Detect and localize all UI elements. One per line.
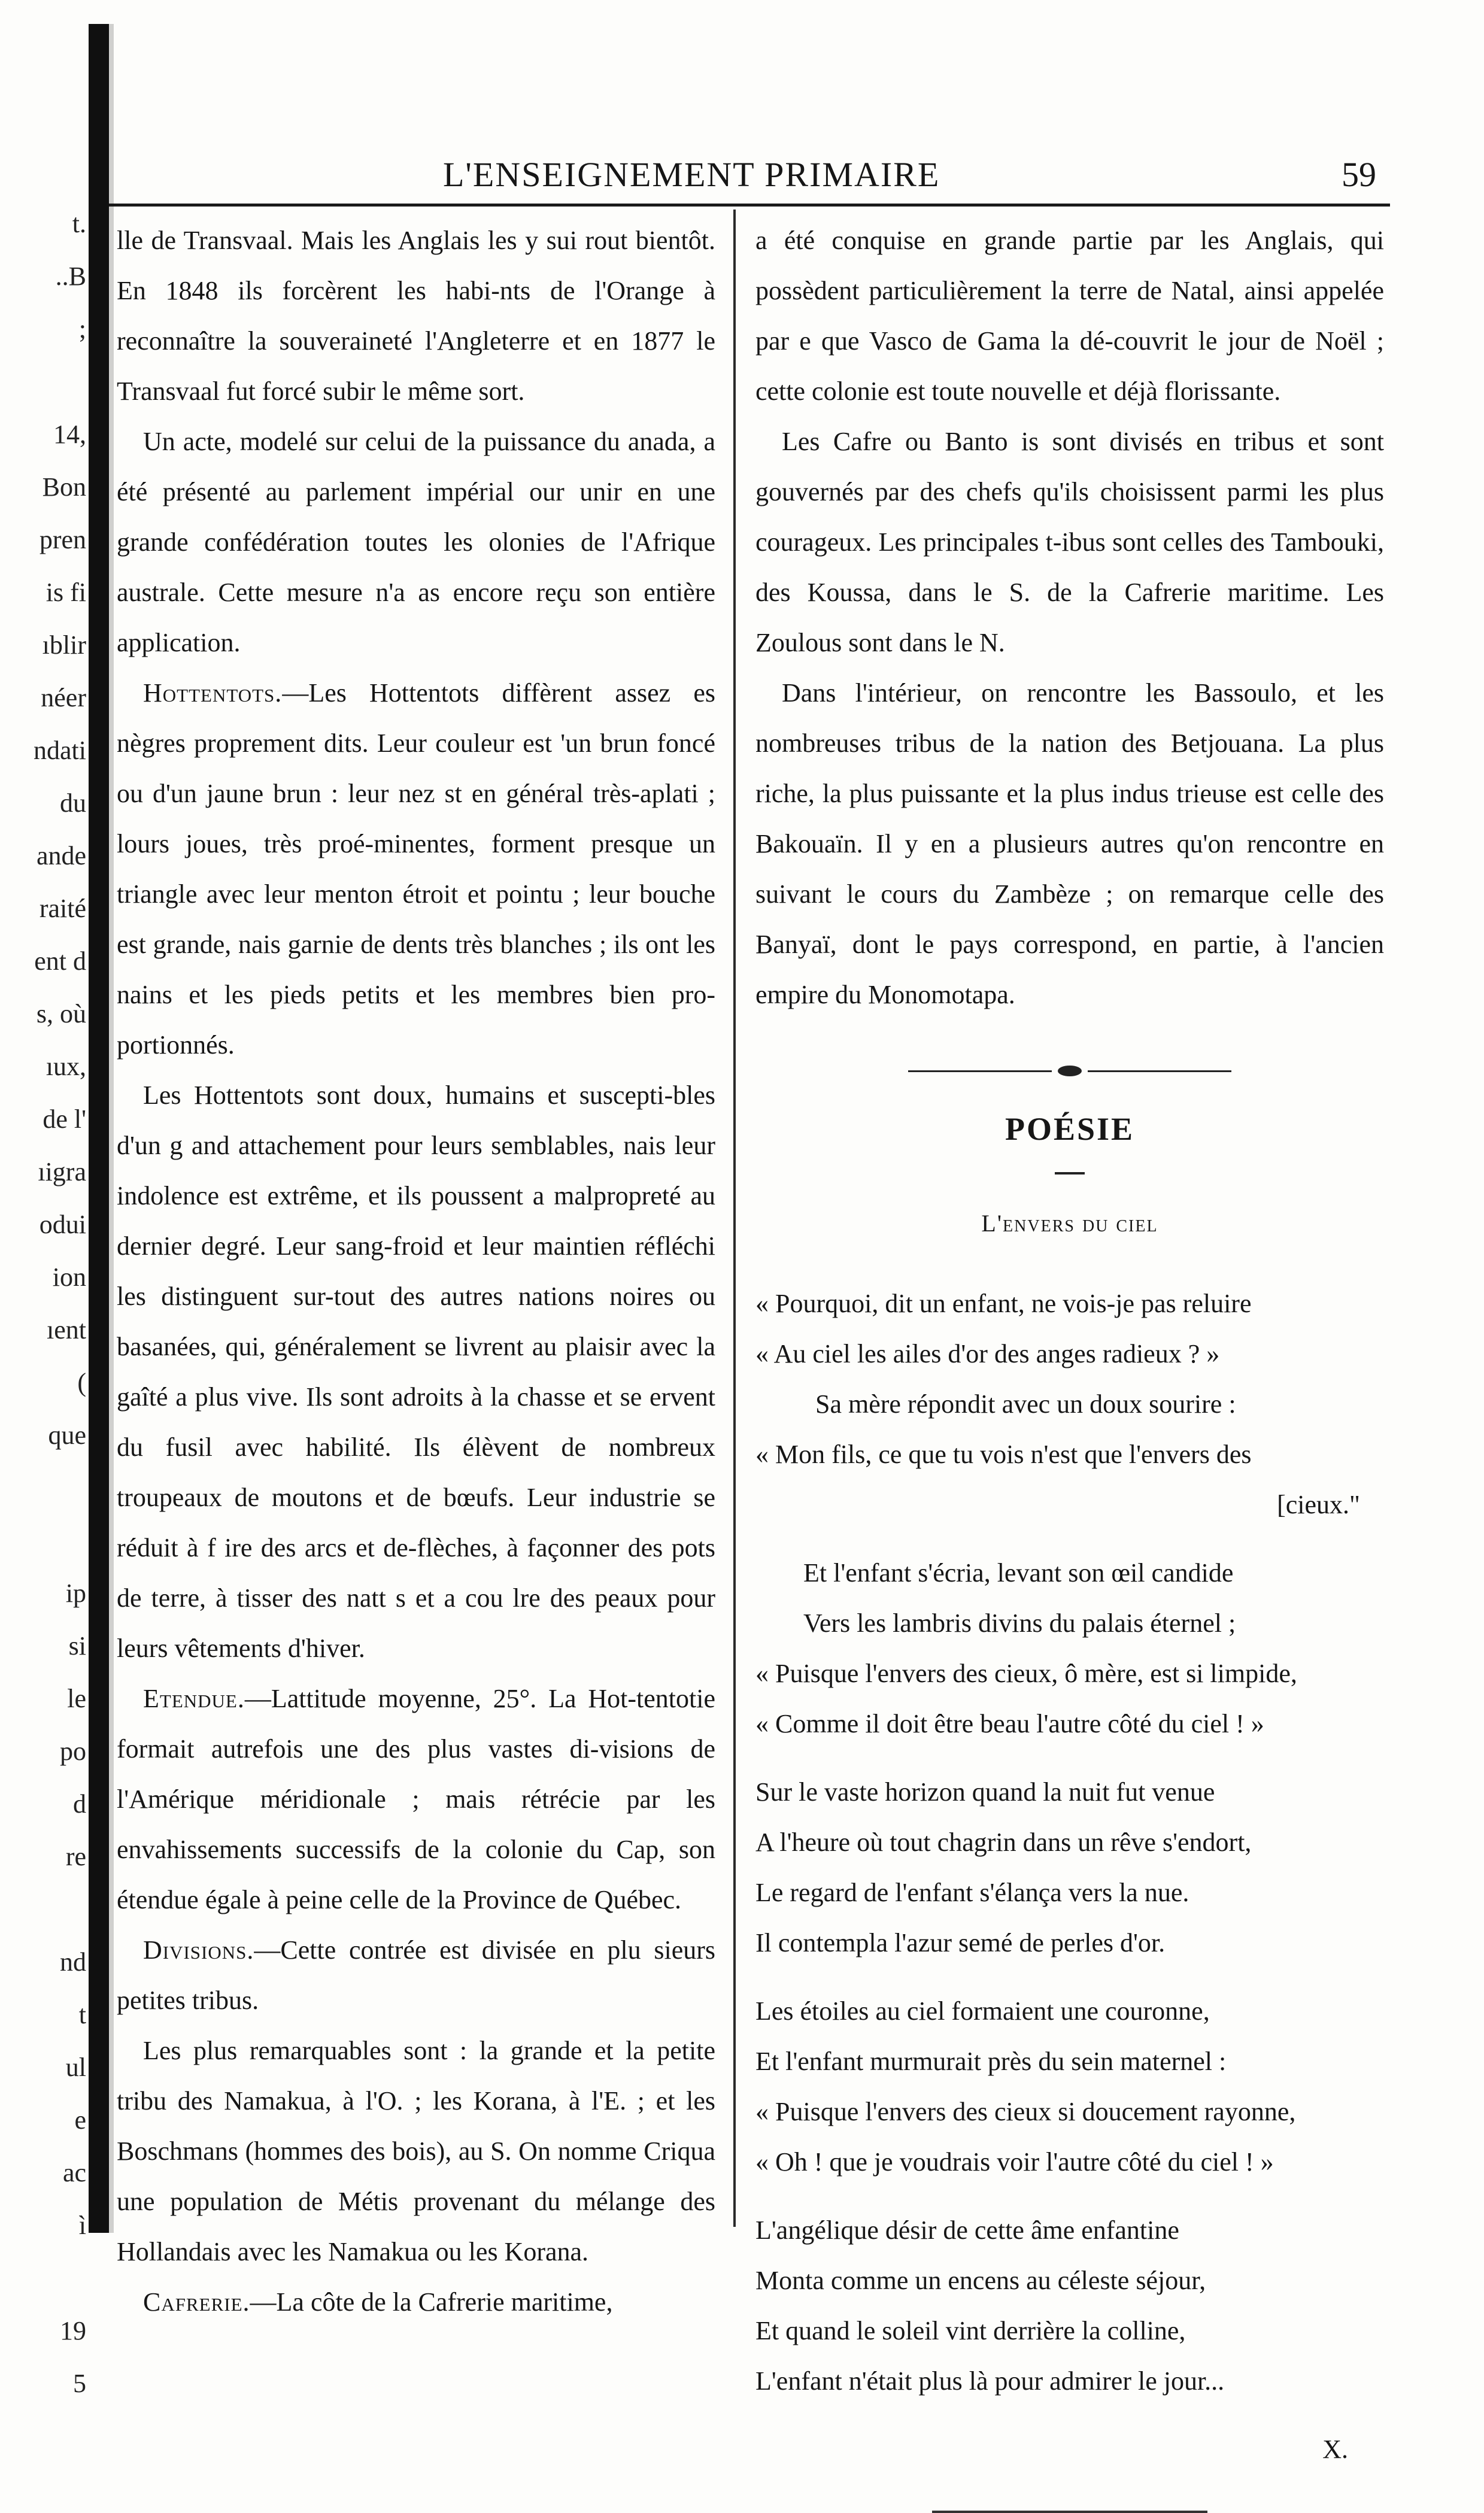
paragraph-text: —La côte de la Cafrerie maritime,	[250, 2287, 613, 2317]
poem-line: Sa mère répondit avec un doux sourire :	[815, 1389, 1236, 1419]
poem-line: Et l'enfant s'écria, levant son œil candide	[803, 1558, 1234, 1588]
poem-line: Vers les lambris divins du palais éternel ;	[803, 1608, 1236, 1638]
bleed-fragment: ì	[78, 2211, 86, 2240]
bleed-fragment: (	[77, 1368, 86, 1397]
bleed-fragment: ıblir	[42, 630, 86, 660]
poem-line: [cieux."	[1277, 1490, 1360, 1519]
paragraph	[117, 668, 715, 1070]
section-heading: Cafrerie.	[143, 2287, 250, 2317]
bleed-fragment: ande	[36, 841, 86, 870]
poem-line: Et l'enfant murmurait près du sein maternel :	[755, 2047, 1227, 2076]
stanza-3	[755, 1767, 1384, 1968]
column-divider	[733, 210, 736, 2227]
page-number: 59	[1342, 155, 1376, 194]
poem	[755, 1279, 1384, 2475]
right-column	[755, 216, 1384, 2513]
bleed-fragment: que	[48, 1421, 86, 1450]
paragraph: Les Hottentots sont doux, humains et suscepti-bles d'un g and attachement pour leurs semblables, nais leur indolence est extrême, et ils poussent a malpropreté au dernier degré. Leur sang-froid et leur maintien réfléchi les distinguent sur-tout des autres nations noires ou basanées, qui, généralement se livrent au plaisir avec la gaîté a plus vive. Ils sont adroits à la chasse et se ervent du fusil avec habilité. Ils élèvent de nombreux troupeaux de moutons et de bœufs. Leur industrie se réduit à f ire des arcs et de-flèches, à façonner des pots de terre, à tisser des natt s et a cou lre des peaux pour leurs vêtements d'hiver.	[117, 1081, 715, 1663]
paragraph: Les plus remarquables sont : la grande et la petite tribu des Namakua, à l'O. ; les Korana, à l'E. ; et les Boschmans (hommes des bois), au S. On nomme Criqua une population de Métis provenant du mélange des Hollandais avec les Namakua ou les Korana.	[117, 2036, 715, 2266]
poem-line: « Comme il doit être beau l'autre côté du ciel ! »	[755, 1709, 1264, 1738]
bleed-fragment: e	[74, 2105, 86, 2135]
paragraph-text: —Cette contrée est divisée en plu sieurs petites tribus.	[117, 1935, 715, 2015]
bleed-fragment	[0, 1462, 89, 1515]
bleed-fragment: ;	[78, 314, 86, 344]
bleed-fragment	[0, 356, 89, 408]
paragraph	[117, 1925, 715, 2026]
poem-title: L'envers du ciel	[981, 1210, 1158, 1237]
bleed-fragment: odui	[39, 1210, 86, 1239]
stanza-5	[755, 2205, 1384, 2406]
section-heading: Etendue.	[143, 1684, 245, 1713]
poem-line: « Oh ! que je voudrais voir l'autre côté du ciel ! »	[755, 2147, 1274, 2177]
bleed-fragment: Bon	[42, 472, 86, 502]
bleed-fragment: néer	[41, 683, 86, 712]
paragraph-text: —Lattitude moyenne, 25°. La Hot-tentotie formait autrefois une des plus vastes di-visions de l'Amérique méridionale ; mais rétrécie par les envahissements successifs de la colonie du Cap, son étendue égale à peine celle de la Province de Québec.	[117, 1684, 715, 1914]
poem-line: Les étoiles au ciel formaient une couronne,	[755, 1996, 1210, 2026]
section-heading: Divisions.	[143, 1935, 254, 1965]
poem-line: « Mon fils, ce que tu vois n'est que l'envers des	[755, 1440, 1252, 1469]
paragraph	[117, 1674, 715, 1925]
poem-signature: X.	[1322, 2435, 1348, 2464]
bleed-fragment: ion	[52, 1262, 86, 1292]
left-column	[117, 216, 715, 2327]
bleed-fragment: ıux,	[45, 1052, 86, 1081]
stanza-1	[755, 1279, 1384, 1530]
section-title: POÉSIE	[1004, 1111, 1135, 1147]
bleed-fragment: t	[78, 2000, 86, 2029]
stanza-4	[755, 1986, 1384, 2187]
paragraph	[117, 2277, 715, 2327]
bleed-fragment: de l'	[43, 1104, 86, 1134]
poem-line: Monta comme un encens au céleste séjour,	[755, 2266, 1206, 2295]
paragraph-text: —Les Hottentots diffèrent assez es nègres proprement dits. Leur couleur est 'un brun foncé ou d'un jaune brun : leur nez st en général très-aplati ; lours joues, très proé-minentes, forment presque un triangle avec leur menton étroit et pointu ; leur bouche est grande, nais garnie de dents très blanches ; ils ont les nains et les pieds petits et les membres bien pro-portionnés.	[117, 678, 715, 1060]
bleed-fragment	[0, 1883, 89, 1936]
bleed-fragment: ıigra	[38, 1157, 86, 1186]
poem-line: Le regard de l'enfant s'élança vers la nue.	[755, 1878, 1189, 1907]
bleed-fragment: pren	[39, 525, 86, 554]
poem-line: « Pourquoi, dit un enfant, ne vois-je pas reluire	[755, 1289, 1252, 1318]
bleed-fragment: du	[60, 788, 86, 818]
bleed-fragment: 5	[73, 2369, 86, 2398]
running-title: L'ENSEIGNEMENT PRIMAIRE	[443, 155, 940, 194]
paragraph: a été conquise en grande partie par les Anglais, qui possèdent particulièrement la terre de Natal, ainsi appelée par e que Vasco de Gama la dé-couvrit le jour de Noël ; cette colonie est toute nouvelle et déjà florissante.	[755, 226, 1384, 406]
header-rule	[109, 204, 1390, 207]
binding-gutter	[89, 24, 109, 2233]
bleed-fragment: nd	[60, 1947, 86, 1977]
title-rule	[1055, 1172, 1085, 1174]
poem-line: Sur le vaste horizon quand la nuit fut venue	[755, 1777, 1215, 1807]
bleed-fragment: ent d	[34, 946, 86, 976]
poem-line: Il contempla l'azur semé de perles d'or.	[755, 1928, 1166, 1957]
paragraph: Un acte, modelé sur celui de la puissance du anada, a été présenté au parlement impérial our unir en une grande confédération toutes les olonies de l'Afrique australe. Cette mesure n'a as encore reçu son entière application.	[117, 427, 715, 657]
paragraph: lle de Transvaal. Mais les Anglais les y sui rout bientôt. En 1848 ils forcèrent les habi-nts de l'Orange à reconnaître la souveraineté l'Angleterre et en 1877 le Transvaal fut forcé subir le même sort.	[117, 226, 715, 406]
bleed-fragment: is fi	[45, 578, 86, 607]
bleed-fragment: le	[67, 1684, 86, 1713]
bleed-fragment	[0, 1515, 89, 1567]
section-heading: Hottentots.	[143, 678, 283, 708]
bleed-fragment: d	[73, 1789, 86, 1819]
stanza-2	[755, 1548, 1384, 1749]
poem-line: « Puisque l'envers des cieux, ô mère, est si limpide,	[755, 1659, 1297, 1688]
bleed-fragment: ..B	[55, 262, 86, 291]
bleed-fragment: 19	[60, 2316, 86, 2345]
poem-line: « Puisque l'envers des cieux si doucement rayonne,	[755, 2097, 1296, 2126]
facing-page-bleed	[0, 198, 89, 2398]
bleed-fragment: s, où	[36, 999, 86, 1028]
poem-line: « Au ciel les ailes d'or des anges radieux ? »	[755, 1339, 1220, 1368]
poem-line: L'enfant n'était plus là pour admirer le jour...	[755, 2366, 1225, 2396]
paragraph: Les Cafre ou Banto is sont divisés en tribus et sont gouvernés par des chefs qu'ils choisissent parmi les plus courageux. Les principales t-ibus sont celles des Tambouki, des Koussa, dans le S. de la Cafrerie maritime. Les Zoulous sont dans le N.	[755, 427, 1384, 657]
bleed-fragment: re	[65, 1842, 86, 1871]
bleed-fragment: ac	[62, 2158, 86, 2187]
gutter-shadow	[109, 24, 114, 2233]
poem-line: A l'heure où tout chagrin dans un rêve s'endort,	[755, 1828, 1252, 1857]
bleed-fragment: ip	[65, 1579, 86, 1608]
bleed-fragment: po	[60, 1737, 86, 1766]
poem-line: L'angélique désir de cette âme enfantine	[755, 2215, 1179, 2245]
bleed-fragment: 14,	[53, 420, 86, 449]
section-ornament	[908, 1062, 1231, 1080]
bleed-fragment: ıent	[47, 1315, 86, 1344]
end-ornament	[932, 2511, 1207, 2513]
bleed-fragment	[0, 2252, 89, 2305]
bleed-fragment: ndati	[34, 736, 86, 765]
poem-line: Et quand le soleil vint derrière la colline,	[755, 2316, 1186, 2345]
bleed-fragment: ul	[65, 2053, 86, 2082]
bleed-fragment: raité	[39, 894, 86, 923]
bleed-fragment: si	[68, 1631, 86, 1661]
paragraph: Dans l'intérieur, on rencontre les Bassoulo, et les nombreuses tribus de la nation des Betjouana. La plus riche, la plus puissante et la plus indus trieuse est celle des Bakouaïn. Il y en a plusieurs autres qu'on rencontre en suivant le cours du Zambèze ; on remarque celle des Banyaï, dont le pays correspond, en partie, à l'ancien empire du Monomotapa.	[755, 678, 1384, 1009]
bleed-fragment: t.	[72, 209, 86, 238]
